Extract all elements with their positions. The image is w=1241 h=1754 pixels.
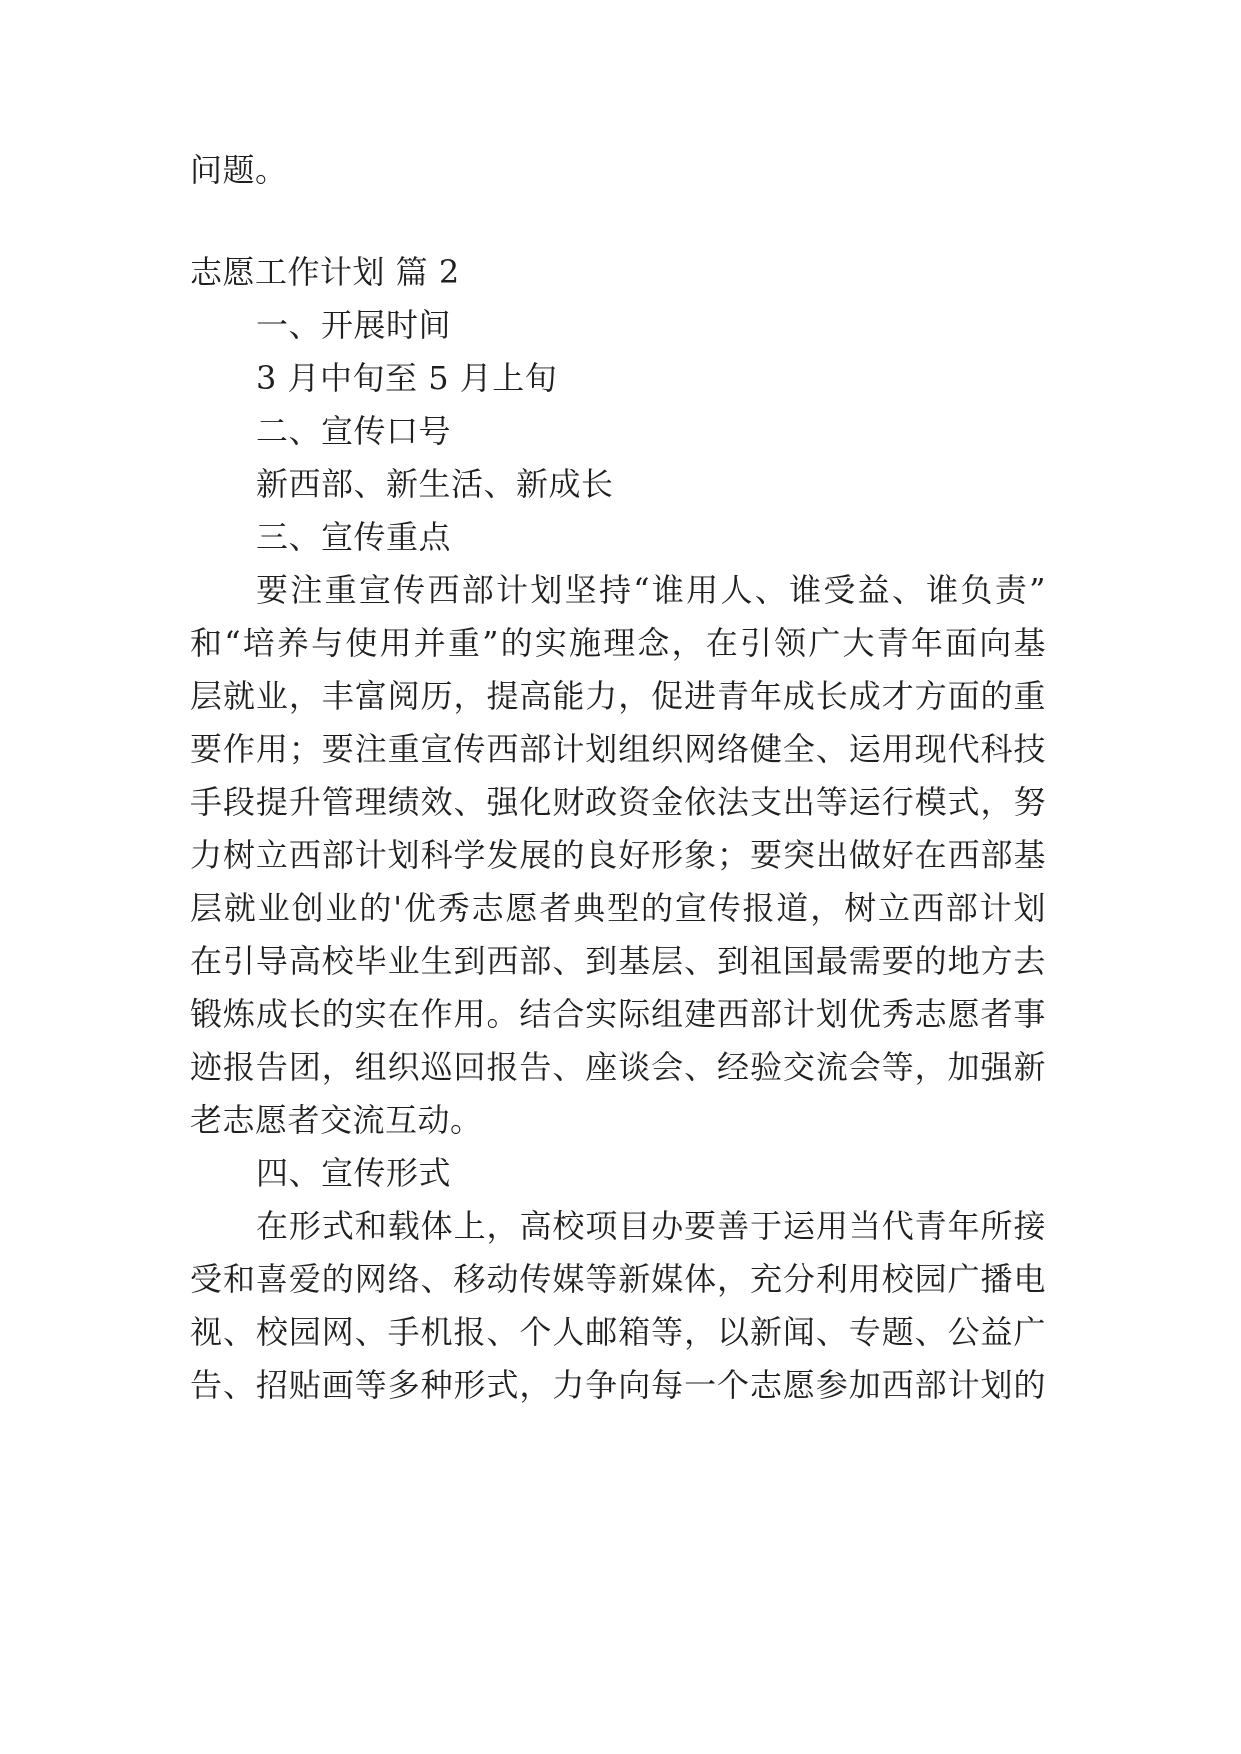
paragraph-line: 要注重宣传西部计划坚持“谁用人、谁受益、谁负责” xyxy=(256,571,1046,609)
paragraph-line: 手段提升管理绩效、强化财政资金依法支出等运行模式，努 xyxy=(190,783,1046,821)
paragraph-line: 层就业，丰富阅历，提高能力，促进青年成长成才方面的重 xyxy=(190,677,1046,715)
heading-one: 一、开展时间 xyxy=(256,306,452,344)
heading-two: 二、宣传口号 xyxy=(256,412,452,450)
section-title: 志愿工作计划 篇 2 xyxy=(190,253,460,291)
paragraph-line: 视、校园网、手机报、个人邮箱等，以新闻、专题、公益广 xyxy=(190,1313,1046,1351)
paragraph-line: 在引导高校毕业生到西部、到基层、到祖国最需要的地方去 xyxy=(190,942,1046,980)
paragraph-line: 层就业创业的'优秀志愿者典型的宣传报道，树立西部计划 xyxy=(190,889,1046,927)
paragraph-line: 在形式和载体上，高校项目办要善于运用当代青年所接 xyxy=(256,1207,1046,1245)
paragraph-line: 老志愿者交流互动。 xyxy=(190,1101,483,1139)
text-line: 3 月中旬至 5 月上旬 xyxy=(256,359,558,397)
paragraph-line: 受和喜爱的网络、移动传媒等新媒体，充分利用校园广播电 xyxy=(190,1260,1046,1298)
text-line: 新西部、新生活、新成长 xyxy=(256,465,614,503)
paragraph-line: 迹报告团，组织巡回报告、座谈会、经验交流会等，加强新 xyxy=(190,1048,1046,1086)
paragraph-line: 和“培养与使用并重”的实施理念，在引领广大青年面向基 xyxy=(190,624,1046,662)
heading-four: 四、宣传形式 xyxy=(256,1154,452,1192)
paragraph-line: 要作用；要注重宣传西部计划组织网络健全、运用现代科技 xyxy=(190,730,1046,768)
paragraph-line: 告、招贴画等多种形式，力争向每一个志愿参加西部计划的 xyxy=(190,1366,1046,1404)
paragraph-line: 力树立西部计划科学发展的良好形象；要突出做好在西部基 xyxy=(190,836,1046,874)
text-line: 问题。 xyxy=(190,151,288,189)
paragraph-line: 锻炼成长的实在作用。结合实际组建西部计划优秀志愿者事 xyxy=(190,995,1046,1033)
heading-three: 三、宣传重点 xyxy=(256,518,452,556)
